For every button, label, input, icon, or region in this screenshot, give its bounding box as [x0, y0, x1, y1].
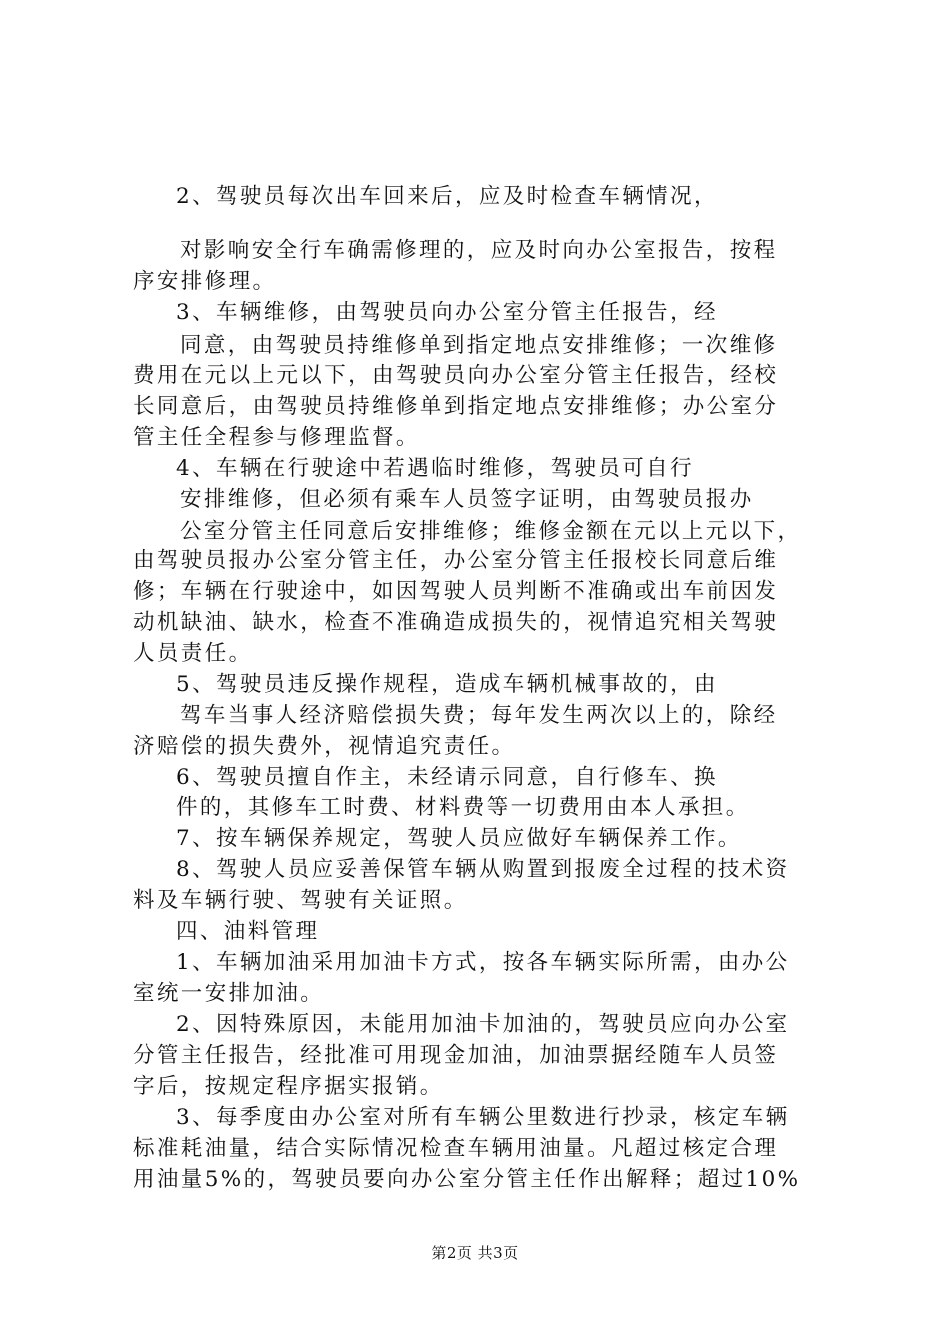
paragraph-line: 2、因特殊原因，未能用加油卡加油的，驾驶员应向办公室 — [176, 1012, 790, 1037]
paragraph-line: 长同意后，由驾驶员持维修单到指定地点安排维修；办公室分 — [133, 394, 779, 419]
paragraph-line: 室统一安排加油。 — [133, 981, 325, 1006]
paragraph-line: 4、车辆在行驶途中若遇临时维修，驾驶员可自行 — [176, 456, 694, 481]
paragraph-line: 料及车辆行驶、驾驶有关证照。 — [133, 888, 468, 913]
paragraph-line: 对影响安全行车确需修理的，应及时向办公室报告，按程 — [180, 238, 778, 263]
paragraph-line: 2、驾驶员每次出车回来后，应及时检查车辆情况， — [176, 184, 718, 209]
paragraph-line: 标准耗油量，结合实际情况检查车辆用油量。凡超过核定合理 — [133, 1136, 779, 1161]
page-number-footer: 第2页 共3页 — [431, 1244, 519, 1262]
paragraph-line: 字后，按规定程序据实报销。 — [133, 1074, 444, 1099]
paragraph-line: 动机缺油、缺水，检查不准确造成损失的，视情追究相关驾驶 — [133, 610, 779, 635]
paragraph-line: 6、驾驶员擅自作主，未经请示同意，自行修车、换 — [176, 765, 718, 790]
paragraph-line: 1、车辆加油采用加油卡方式，按各车辆实际所需，由办公 — [176, 950, 790, 975]
paragraph-line: 7、按车辆保养规定，驾驶人员应做好车辆保养工作。 — [176, 826, 742, 851]
paragraph-line: 公室分管主任同意后安排维修；维修金额在元以上元以下， — [180, 519, 802, 544]
paragraph-line: 用油量5%的，驾驶员要向办公室分管主任作出解释；超过10% — [133, 1167, 801, 1192]
paragraph-line: 件的，其修车工时费、材料费等一切费用由本人承担。 — [176, 795, 750, 820]
paragraph-line: 3、每季度由办公室对所有车辆公里数进行抄录，核定车辆 — [176, 1105, 790, 1130]
paragraph-line: 同意，由驾驶员持维修单到指定地点安排维修；一次维修 — [180, 333, 778, 358]
paragraph-line: 修；车辆在行驶途中，如因驾驶人员判断不准确或出车前因发 — [133, 579, 779, 604]
paragraph-line: 济赔偿的损失费外，视情追究责任。 — [133, 734, 516, 759]
paragraph-line: 分管主任报告，经批准可用现金加油，加油票据经随车人员签 — [133, 1043, 779, 1068]
paragraph-line: 5、驾驶员违反操作规程，造成车辆机械事故的，由 — [176, 672, 718, 697]
paragraph-line: 安排维修，但必须有乘车人员签字证明，由驾驶员报办 — [180, 487, 754, 512]
paragraph-line: 管主任全程参与修理监督。 — [133, 425, 420, 450]
paragraph-line: 序安排修理。 — [133, 269, 277, 294]
section-heading: 四、油料管理 — [176, 919, 320, 944]
paragraph-line: 驾车当事人经济赔偿损失费；每年发生两次以上的，除经 — [180, 703, 778, 728]
paragraph-line: 费用在元以上元以下，由驾驶员向办公室分管主任报告，经校 — [133, 363, 779, 388]
paragraph-line: 3、车辆维修，由驾驶员向办公室分管主任报告，经 — [176, 300, 718, 325]
paragraph-line: 8、驾驶人员应妥善保管车辆从购置到报废全过程的技术资 — [176, 857, 790, 882]
paragraph-line: 由驾驶员报办公室分管主任，办公室分管主任报校长同意后维 — [133, 548, 779, 573]
paragraph-line: 人员责任。 — [133, 641, 253, 666]
